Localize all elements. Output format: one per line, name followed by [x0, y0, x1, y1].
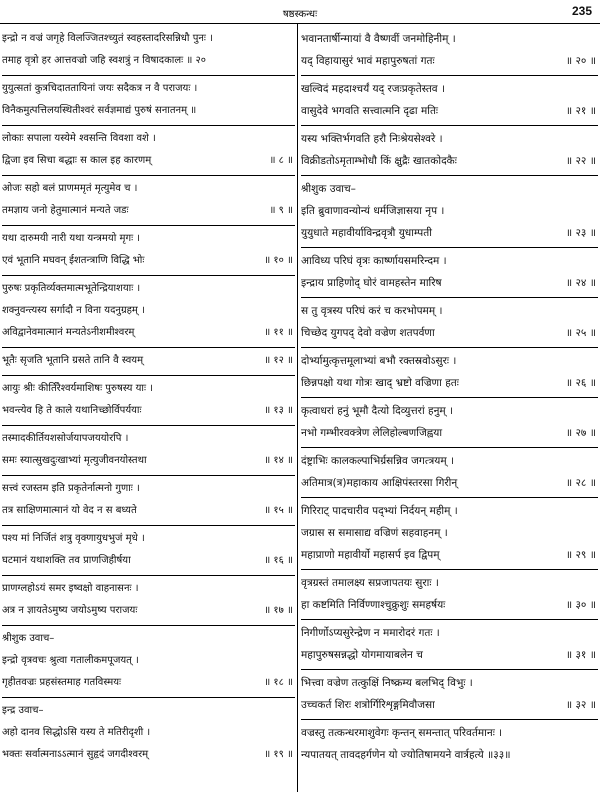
verse-line [301, 672, 598, 694]
verse-line [301, 350, 598, 372]
verse-text: भूतैः सृजति भूतानि ग्रसते तानि वै स्वयम् [2, 355, 144, 366]
verse-line [2, 100, 295, 122]
verse-text: भवानतार्षीन्मायां वै वैष्णवीं जनमोहिनीम् । [301, 33, 456, 45]
verse-text: तमज्ञाय जनो हेतुमात्मानं मन्यते जडः [2, 205, 129, 216]
speaker-label [2, 628, 295, 650]
verse-block [301, 76, 598, 126]
page-header [0, 4, 600, 22]
verse-line [2, 200, 295, 222]
verse-number: ॥ २९ ॥ [562, 544, 596, 566]
verse-line [301, 694, 598, 716]
verse-text: इन्द्राय प्राहिणोद् घोरं वामहस्तेन मारिष [301, 277, 442, 289]
verse-block [301, 126, 598, 176]
verse-number: ॥ १९ ॥ [260, 744, 293, 766]
verse-text: अविद्वानेवमात्मानं मन्यतेऽनीशमीश्वरम् [2, 327, 135, 338]
verse-line [301, 744, 598, 766]
verse-text: इन्द्रो वृत्रवचः श्रुत्वा गतालीकमपूजयत् । [2, 655, 139, 666]
column-divider [297, 24, 298, 792]
verse-text: यस्य भक्तिर्भगवति हरौ निःश्रेयसेश्वरे । [301, 133, 443, 145]
verse-line [2, 322, 295, 344]
speaker-label [301, 178, 598, 200]
verse-block [2, 698, 295, 769]
verse-block [2, 376, 295, 426]
verse-text: भक्तः सर्वात्मनाऽऽत्मानं सुहृदं जगदीश्वरम् [2, 749, 149, 760]
verse-number: ॥ २८ ॥ [562, 472, 596, 494]
page-number: 235 [571, 4, 592, 18]
verse-block [301, 620, 598, 670]
verse-text: कृत्वाधरां हनुं भूमौ दैत्यो दिव्युत्तरां हनुम् । [301, 405, 454, 417]
verse-text: निगीर्णोऽप्यसुरेन्द्रेण न ममारोदरं गतः । [301, 627, 440, 639]
verse-block [2, 626, 295, 698]
verse-line [2, 428, 295, 450]
verse-number: ॥ १४ ॥ [260, 450, 293, 472]
verse-block [2, 226, 295, 276]
verse-block [2, 26, 295, 76]
verse-number: ॥ ३१ ॥ [562, 644, 596, 666]
verse-text: पुरुषः प्रकृतिर्व्यक्तमात्मभूतेन्द्रियाशयाः । [2, 283, 141, 294]
verse-line [2, 378, 295, 400]
verse-number: ॥ १५ ॥ [260, 500, 293, 522]
verse-line [2, 744, 295, 766]
verse-text: अहो दानव सिद्धोऽसि यस्य ते मतिरीदृशी । [2, 727, 151, 738]
verse-block [301, 498, 598, 570]
verse-number: ॥ २२ ॥ [562, 150, 596, 172]
verse-line [301, 128, 598, 150]
verse-number: ॥ १० ॥ [260, 250, 293, 272]
verse-line [301, 544, 598, 566]
verse-line [301, 422, 598, 444]
verse-number: ॥ १२ ॥ [260, 350, 293, 372]
verse-line [2, 722, 295, 744]
verse-line [301, 572, 598, 594]
verse-text: खल्विदं महदाश्चर्यं यद् रजःप्रकृतेस्तव । [301, 83, 445, 95]
verse-text: समः स्यात्सुखदुःखाभ्यां मृत्युजीवनयोस्तथा [2, 455, 147, 466]
verse-text: लोकाः सपाला यस्येमे श्वसन्ति विवशा वशे । [2, 133, 156, 144]
verse-text: वृत्रग्रस्तं तमालक्ष्य सप्रजापतयः सुराः । [301, 577, 439, 589]
verse-block [301, 176, 598, 248]
verse-line [2, 250, 295, 272]
verse-block [301, 26, 598, 76]
verse-line [301, 500, 598, 522]
verse-block [301, 448, 598, 498]
verse-line [2, 650, 295, 672]
verse-number: ॥ २४ ॥ [562, 272, 596, 294]
verse-text: युयुधाते महावीर्याविन्द्रवृत्रौ युधाम्पती [301, 227, 432, 239]
verse-number: ॥ ८ ॥ [265, 150, 293, 172]
verse-line [301, 272, 598, 294]
verse-text: हा कष्टमिति निर्विण्णाश्चुक्रुशुः समहर्षयः [301, 599, 446, 611]
verse-line [2, 672, 295, 694]
verse-text: दोर्भ्यामुत्कृत्तमूलाभ्यां बभौ रक्तस्रवोऽसुरः । [301, 355, 457, 367]
verse-block [301, 720, 598, 769]
verse-block [301, 298, 598, 348]
verse-text: तस्मादकीर्तियशसोर्जयापजययोरपि । [2, 433, 129, 444]
verse-number: ॥ २३ ॥ [562, 222, 596, 244]
verse-block [301, 570, 598, 620]
verse-block [2, 348, 295, 376]
verse-text: उच्चकर्त शिरः शत्रोर्गिरिशृङ्गमिवौजसा [301, 699, 435, 711]
verse-text: तमाह वृत्रो हर आत्तवज्रो जहि स्वशत्रुं न विषादकालः ॥ २० [2, 55, 206, 66]
verse-text: स तु वृत्रस्य परिघं करं च करभोपमम् । [301, 305, 443, 317]
verse-line [2, 578, 295, 600]
verse-block [2, 476, 295, 526]
verse-line [2, 78, 295, 100]
verse-text: इति ब्रुवाणावन्योन्यं धर्मजिज्ञासया नृप । [301, 205, 445, 217]
verse-number: ॥ ११ ॥ [260, 322, 293, 344]
verse-number: ॥ ३२ ॥ [562, 694, 596, 716]
verse-number: ॥ १८ ॥ [260, 672, 293, 694]
verse-text: शक्नुवन्त्यस्य सर्गादौ न विना यदनुग्रहम् । [2, 305, 145, 316]
verse-text: एवं भूतानि मघवन् ईशतन्त्राणि विद्धि भोः [2, 255, 145, 266]
header-rule [0, 23, 600, 24]
verse-text: वज्रस्तु तत्कन्धरमाशुवेगः कृन्तन् समन्तात् परिवर्तमानः । [301, 727, 503, 739]
verse-line [2, 528, 295, 550]
verse-text: आयुः श्रीः कीर्तिरैश्वर्यमाशिषः पुरुषस्य याः । [2, 383, 153, 394]
verse-text: महाप्राणो महावीर्यो महासर्प इव द्विपम् [301, 549, 440, 561]
verse-line [2, 28, 295, 50]
verse-text: विक्रीडतोऽमृताम्भोधौ किं क्षुद्रैः खातकोदकैः [301, 155, 457, 167]
verse-block [2, 176, 295, 226]
verse-text: श्रीशुक उवाच– [2, 633, 55, 644]
verse-line [301, 150, 598, 172]
verse-text: भित्त्वा वज्रेण तत्कुक्षिं निष्क्रम्य बलभिद् विभुः । [301, 677, 473, 689]
verse-line [2, 278, 295, 300]
verse-text: इन्द्र उवाच– [2, 705, 44, 716]
verse-text: जग्रास स समासाद्य वज्रिणं सहवाहनम् । [301, 527, 448, 539]
verse-text: आविध्य परिघं वृत्रः कार्ष्णायसमरिन्दम । [301, 255, 447, 267]
speaker-label [2, 700, 295, 722]
verse-block [2, 426, 295, 476]
verse-line [2, 550, 295, 572]
verse-line [301, 472, 598, 494]
verse-line [301, 322, 598, 344]
verse-line [2, 178, 295, 200]
verse-block [2, 526, 295, 576]
verse-line [2, 128, 295, 150]
verse-number: ॥ २५ ॥ [562, 322, 596, 344]
verse-line [301, 450, 598, 472]
verse-line [301, 78, 598, 100]
verse-text: इन्द्रो न वज्रं जगृहे विलज्जितश्च्युतं स्वहस्तादरिसन्निधौ पुनः । [2, 33, 213, 44]
verse-text: भवन्त्येव हि ते काले यथानिच्छोर्विपर्ययाः [2, 405, 142, 416]
verse-number: ॥ ९ ॥ [265, 200, 293, 222]
verse-line [301, 28, 598, 50]
running-title: षष्ठस्कन्धः [282, 9, 318, 20]
verse-text: श्रीशुक उवाच– [301, 183, 356, 195]
verse-text: गृहीतवज्रः प्रहसंस्तमाह गतविस्मयः [2, 677, 122, 688]
verse-line [301, 644, 598, 666]
verse-number: ॥ १३ ॥ [260, 400, 293, 422]
verse-line [301, 222, 598, 244]
verse-line [301, 300, 598, 322]
verse-text: घटमानं यथाशक्ति तव प्राणजिहीर्षया [2, 555, 131, 566]
verse-text: अतिमात्र(त्र)महाकाय आक्षिपंस्तरसा गिरीन् [301, 477, 458, 489]
verse-text: चिच्छेद युगपद् देवो वज्रेण शतपर्वणा [301, 327, 435, 339]
verse-block [301, 248, 598, 298]
verse-line [301, 100, 598, 122]
verse-line [2, 400, 295, 422]
verse-text: न्यपातयत् तावदहर्गणेन यो ज्योतिषामयने वार्त्रहत्ये ॥३३॥ [301, 749, 511, 761]
verse-line [2, 478, 295, 500]
verse-line [301, 622, 598, 644]
verse-number: ॥ २६ ॥ [562, 372, 596, 394]
verse-line [2, 50, 295, 72]
verse-text: विनैकमुत्पत्तिलयस्थितीश्वरं सर्वज्ञमाद्यं पुरुषं सनातनम् ॥ [2, 105, 197, 116]
verse-text: पश्य मां निर्जितं शत्रु वृक्णायुधभुजं मृधे । [2, 533, 145, 544]
verse-line [301, 250, 598, 272]
verse-text: यथा दारुमयी नारी यथा यन्त्रमयो मृगः । [2, 233, 141, 244]
verse-block [301, 348, 598, 398]
verse-text: दंष्ट्राभिः कालकल्पाभिर्ग्रसन्निव जगत्त्रयम् । [301, 455, 454, 467]
verse-number: ॥ २७ ॥ [562, 422, 596, 444]
verse-block [2, 576, 295, 626]
verse-line [301, 722, 598, 744]
verse-text: सत्त्वं रजस्तम इति प्रकृतेर्नात्मनो गुणाः । [2, 483, 140, 494]
verse-line [2, 300, 295, 322]
verse-text: प्राणग्लहोऽयं समर इष्वक्षो वाहनासनः । [2, 583, 139, 594]
verse-line [2, 228, 295, 250]
verse-text: ओजः सहो बलं प्राणममृतं मृत्युमेव च । [2, 183, 138, 194]
verse-line [2, 450, 295, 472]
verse-line [301, 400, 598, 422]
verse-text: तत्र साक्षिणमात्मानं यो वेद न स बध्यते [2, 505, 137, 516]
verse-line [2, 150, 295, 172]
right-column [301, 26, 598, 792]
verse-line [2, 350, 295, 372]
verse-text: छिन्नपक्षो यथा गोत्रः खाद् भ्रष्टो वज्रिणा हतः [301, 377, 459, 389]
verse-block [2, 276, 295, 348]
verse-number: ॥ १६ ॥ [260, 550, 293, 572]
verse-text: अत्र न ज्ञायतेऽमुष्य जयोऽमुष्य पराजयः [2, 605, 138, 616]
verse-block [2, 126, 295, 176]
verse-number: ॥ ३० ॥ [562, 594, 596, 616]
verse-number: ॥ २० ॥ [562, 50, 596, 72]
verse-text: वासुदेवे भगवति सत्त्वात्मनि दृढा मतिः [301, 105, 439, 117]
verse-line [301, 522, 598, 544]
verse-text: युयुत्सतां कुत्रचिदाततायिनां जयः सदैकत्र न वै पराजयः । [2, 83, 198, 94]
verse-text: द्विजा इव सिचा बद्धाः स काल इह कारणम् [2, 155, 152, 166]
verse-block [301, 670, 598, 720]
verse-text: गिरिराट् पादचारीव पद्भ्यां निर्दयन् महीम् । [301, 505, 458, 517]
verse-line [301, 372, 598, 394]
verse-number: ॥ २१ ॥ [562, 100, 596, 122]
verse-number: ॥ १७ ॥ [260, 600, 293, 622]
verse-line [301, 50, 598, 72]
verse-line [2, 500, 295, 522]
verse-line [301, 594, 598, 616]
verse-line [2, 600, 295, 622]
verse-text: यद् विहायासुरं भावं महापुरुषतां गतः [301, 55, 435, 67]
verse-text: नभो गम्भीरवक्त्रेण लेलिहोल्बणजिह्वया [301, 427, 443, 439]
verse-text: महापुरुषसन्नद्धो योगमायाबलेन च [301, 649, 423, 661]
left-column [2, 26, 295, 792]
verse-block [301, 398, 598, 448]
verse-line [301, 200, 598, 222]
verse-block [2, 76, 295, 126]
